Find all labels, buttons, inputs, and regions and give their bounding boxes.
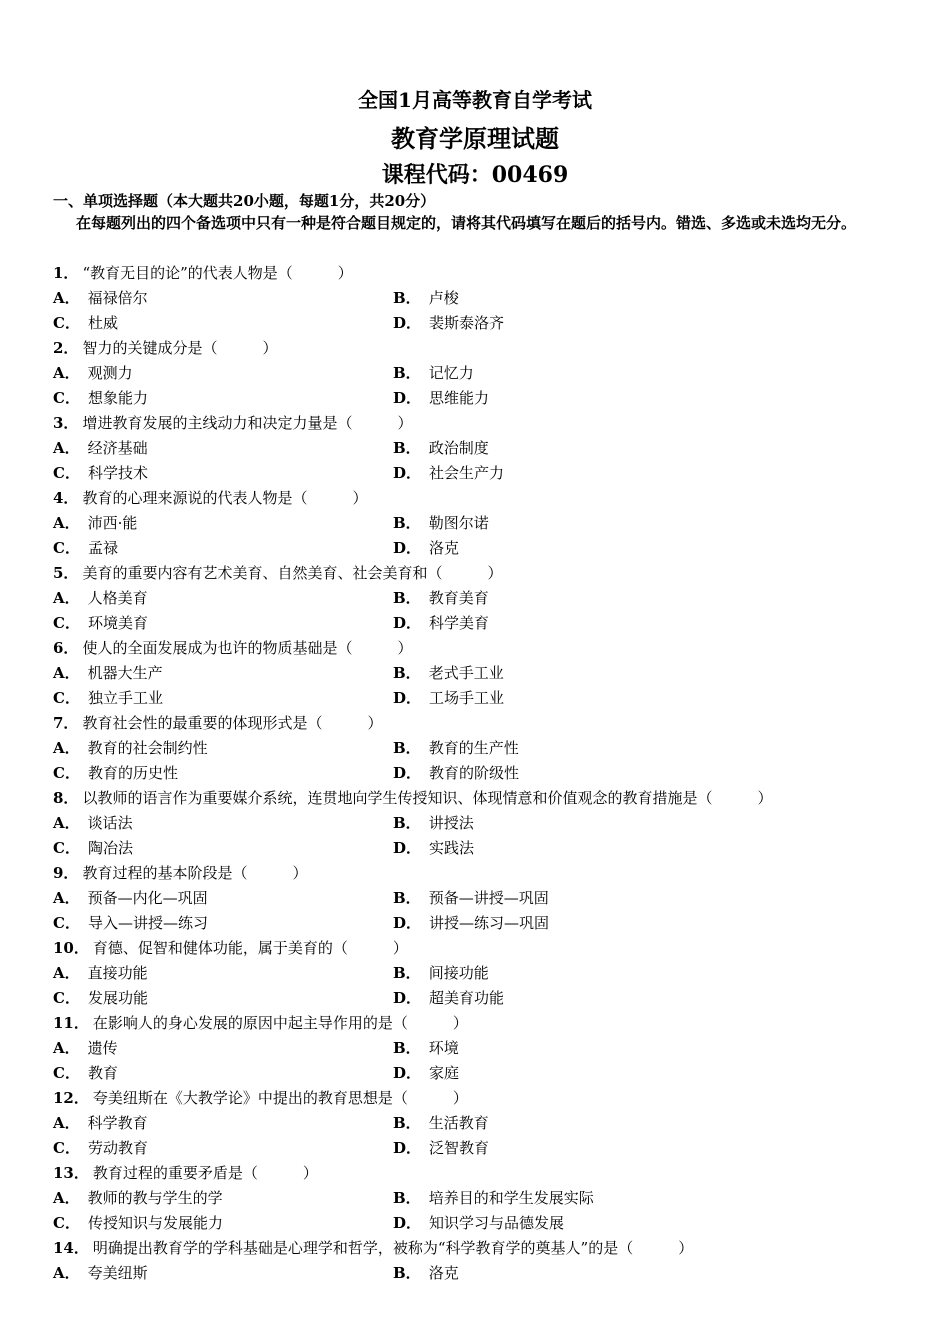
question-number: 2．: [53, 339, 79, 357]
option-label: B．: [393, 1114, 421, 1132]
option-text: 泛智教育: [429, 1139, 490, 1157]
option-text: 勒图尔诺: [428, 514, 489, 532]
option-label: D．: [393, 464, 422, 482]
option-text: 独立手工业: [87, 689, 163, 707]
option-b: [393, 511, 489, 536]
option-label: B．: [393, 664, 421, 682]
option-text: 孟禄: [87, 539, 118, 557]
option-label: D．: [393, 764, 422, 782]
option-label: A．: [53, 964, 80, 982]
question-number: 11．: [53, 1014, 89, 1032]
option-d: [393, 1136, 489, 1161]
option-label: A．: [53, 589, 80, 607]
option-label: B．: [393, 514, 421, 532]
option-b: [393, 586, 489, 611]
question-text: “教育无目的论”的代表人物是（ ）: [82, 264, 353, 282]
option-text: 间接功能: [428, 964, 489, 982]
section-instruction: 在每题列出的四个备选项中只有一种是符合题目规定的，请将其代码填写在题后的括号内。错选、多选或未选均无分。: [76, 214, 857, 232]
question-text: 夸美纽斯在《大教学论》中提出的教育思想是（ ）: [92, 1089, 468, 1107]
option-b: [393, 1111, 489, 1136]
option-c: [53, 911, 208, 936]
option-label: B．: [393, 814, 421, 832]
option-row: [53, 311, 913, 336]
option-text: 洛克: [429, 539, 460, 557]
option-text: 夸美纽斯: [87, 1264, 148, 1282]
option-text: 社会生产力: [429, 464, 505, 482]
question-stem: [53, 1161, 913, 1186]
option-row: [53, 1036, 913, 1061]
option-a: [53, 286, 148, 311]
question-text: 以教师的语言作为重要媒介系统，连贯地向学生传授知识、体现情意和价值观念的教育措施是（ ）: [82, 789, 773, 807]
option-text: 教育: [87, 1064, 118, 1082]
question-text: 教育过程的重要矛盾是（ ）: [92, 1164, 318, 1182]
question-number: 8．: [53, 789, 79, 807]
option-label: A．: [53, 1189, 80, 1207]
option-row: [53, 911, 913, 936]
option-b: [393, 286, 459, 311]
option-text: 工场手工业: [429, 689, 505, 707]
option-d: [393, 311, 504, 336]
option-a: [53, 1036, 118, 1061]
question-number: 3．: [53, 414, 79, 432]
option-d: [393, 461, 504, 486]
question-stem: [53, 486, 913, 511]
option-label: C．: [53, 989, 80, 1007]
option-row: [53, 811, 913, 836]
option-c: [53, 836, 133, 861]
option-label: D．: [393, 914, 422, 932]
option-text: 谈话法: [87, 814, 133, 832]
option-label: B．: [393, 289, 421, 307]
question-number: 13．: [53, 1164, 89, 1182]
question-stem: [53, 411, 913, 436]
option-text: 预备—内化—巩固: [87, 889, 208, 907]
option-text: 导入—讲授—练习: [87, 914, 208, 932]
option-label: A．: [53, 739, 80, 757]
option-label: D．: [393, 314, 422, 332]
option-a: [53, 1111, 148, 1136]
option-label: C．: [53, 914, 80, 932]
option-row: [53, 436, 913, 461]
option-text: 环境: [428, 1039, 459, 1057]
option-c: [53, 311, 118, 336]
question-text: 育德、促智和健体功能，属于美育的（ ）: [92, 939, 408, 957]
option-label: A．: [53, 664, 80, 682]
option-label: D．: [393, 989, 422, 1007]
option-b: [393, 361, 474, 386]
option-label: C．: [53, 839, 80, 857]
option-row: [53, 1136, 913, 1161]
option-label: C．: [53, 464, 80, 482]
option-text: 实践法: [429, 839, 475, 857]
option-text: 政治制度: [428, 439, 489, 457]
option-label: B．: [393, 739, 421, 757]
option-b: [393, 811, 474, 836]
option-d: [393, 986, 504, 1011]
option-label: C．: [53, 764, 80, 782]
option-d: [393, 911, 549, 936]
option-a: [53, 661, 163, 686]
option-text: 教育的历史性: [87, 764, 178, 782]
question-stem: [53, 1011, 913, 1036]
option-label: A．: [53, 439, 80, 457]
option-text: 科学美育: [429, 614, 490, 632]
option-label: A．: [53, 889, 80, 907]
question-stem: [53, 636, 913, 661]
exam-header-title: 全国1月高等教育自学考试: [358, 88, 592, 112]
option-text: 发展功能: [87, 989, 148, 1007]
option-text: 沛西·能: [87, 514, 138, 532]
option-text: 培养目的和学生发展实际: [428, 1189, 594, 1207]
option-text: 教师的教与学生的学: [87, 1189, 223, 1207]
option-row: [53, 586, 913, 611]
option-label: A．: [53, 1114, 80, 1132]
option-label: A．: [53, 289, 80, 307]
option-label: A．: [53, 514, 80, 532]
option-text: 超美育功能: [429, 989, 505, 1007]
option-text: 教育的生产性: [428, 739, 519, 757]
question-number: 6．: [53, 639, 79, 657]
option-row: [53, 986, 913, 1011]
question-stem: [53, 336, 913, 361]
option-c: [53, 686, 163, 711]
question-number: 10．: [53, 939, 89, 957]
option-text: 想象能力: [87, 389, 148, 407]
option-row: [53, 511, 913, 536]
option-c: [53, 761, 178, 786]
option-c: [53, 1211, 223, 1236]
question-stem: [53, 261, 913, 286]
question-text: 教育社会性的最重要的体现形式是（ ）: [82, 714, 383, 732]
option-text: 知识学习与品德发展: [429, 1214, 565, 1232]
question-list: [53, 261, 913, 1286]
option-text: 思维能力: [429, 389, 490, 407]
option-row: [53, 1061, 913, 1086]
option-a: [53, 736, 208, 761]
option-label: D．: [393, 689, 422, 707]
option-text: 教育的阶级性: [429, 764, 520, 782]
option-text: 杜威: [87, 314, 118, 332]
option-b: [393, 886, 549, 911]
option-a: [53, 586, 148, 611]
option-b: [393, 436, 489, 461]
option-text: 洛克: [428, 1264, 459, 1282]
option-d: [393, 836, 474, 861]
option-label: B．: [393, 439, 421, 457]
option-c: [53, 611, 148, 636]
option-label: C．: [53, 1064, 80, 1082]
section-title: 一、单项选择题（本大题共20小题，每题1分，共20分）: [53, 192, 436, 210]
question-text: 明确提出教育学的学科基础是心理学和哲学，被称为“科学教育学的奠基人”的是（ ）: [92, 1239, 694, 1257]
option-text: 经济基础: [87, 439, 148, 457]
option-label: C．: [53, 1214, 80, 1232]
option-label: D．: [393, 539, 422, 557]
option-text: 传授知识与发展能力: [87, 1214, 223, 1232]
option-text: 劳动教育: [87, 1139, 148, 1157]
option-text: 讲授法: [428, 814, 474, 832]
option-a: [53, 361, 133, 386]
option-text: 遗传: [87, 1039, 118, 1057]
option-a: [53, 436, 148, 461]
option-text: 卢梭: [428, 289, 459, 307]
option-label: C．: [53, 314, 80, 332]
option-label: C．: [53, 1139, 80, 1157]
option-label: D．: [393, 1139, 422, 1157]
option-label: A．: [53, 1039, 80, 1057]
option-b: [393, 736, 519, 761]
option-d: [393, 386, 489, 411]
option-label: C．: [53, 689, 80, 707]
option-row: [53, 761, 913, 786]
question-text: 智力的关键成分是（ ）: [82, 339, 278, 357]
option-b: [393, 961, 489, 986]
option-label: C．: [53, 539, 80, 557]
question-text: 在影响人的身心发展的原因中起主导作用的是（ ）: [92, 1014, 468, 1032]
option-c: [53, 536, 118, 561]
option-a: [53, 886, 208, 911]
option-row: [53, 736, 913, 761]
option-label: B．: [393, 1189, 421, 1207]
option-label: B．: [393, 889, 421, 907]
option-row: [53, 1211, 913, 1236]
option-label: B．: [393, 364, 421, 382]
option-b: [393, 1261, 459, 1286]
option-row: [53, 286, 913, 311]
option-label: D．: [393, 1214, 422, 1232]
question-stem: [53, 1086, 913, 1111]
option-text: 环境美育: [87, 614, 148, 632]
question-text: 教育的心理来源说的代表人物是（ ）: [82, 489, 368, 507]
course-code: 课程代码：00469: [381, 162, 569, 188]
option-d: [393, 1061, 459, 1086]
option-row: [53, 836, 913, 861]
option-text: 陶冶法: [87, 839, 133, 857]
option-label: D．: [393, 389, 422, 407]
exam-subject-title: 教育学原理试题: [391, 124, 559, 153]
option-row: [53, 386, 913, 411]
option-d: [393, 1211, 564, 1236]
option-d: [393, 686, 504, 711]
option-label: B．: [393, 964, 421, 982]
option-b: [393, 1036, 459, 1061]
question-number: 1．: [53, 264, 79, 282]
question-number: 5．: [53, 564, 79, 582]
option-text: 直接功能: [87, 964, 148, 982]
option-text: 记忆力: [428, 364, 474, 382]
option-label: D．: [393, 614, 422, 632]
option-label: D．: [393, 1064, 422, 1082]
option-d: [393, 611, 489, 636]
option-label: A．: [53, 364, 80, 382]
option-text: 家庭: [429, 1064, 460, 1082]
option-a: [53, 1186, 223, 1211]
option-text: 裴斯泰洛齐: [429, 314, 505, 332]
option-row: [53, 361, 913, 386]
question-stem: [53, 561, 913, 586]
option-c: [53, 1136, 148, 1161]
question-stem: [53, 861, 913, 886]
option-row: [53, 686, 913, 711]
option-label: A．: [53, 1264, 80, 1282]
option-text: 教育美育: [428, 589, 489, 607]
option-row: [53, 461, 913, 486]
option-row: [53, 536, 913, 561]
option-c: [53, 1061, 118, 1086]
option-a: [53, 811, 133, 836]
option-row: [53, 611, 913, 636]
option-label: B．: [393, 1264, 421, 1282]
option-label: B．: [393, 1039, 421, 1057]
option-label: D．: [393, 839, 422, 857]
option-c: [53, 386, 148, 411]
option-row: [53, 1186, 913, 1211]
option-text: 福禄倍尔: [87, 289, 148, 307]
option-d: [393, 761, 519, 786]
question-number: 7．: [53, 714, 79, 732]
question-stem: [53, 711, 913, 736]
option-a: [53, 511, 137, 536]
option-text: 教育的社会制约性: [87, 739, 208, 757]
question-text: 教育过程的基本阶段是（ ）: [82, 864, 308, 882]
question-text: 美育的重要内容有艺术美育、自然美育、社会美育和（ ）: [82, 564, 503, 582]
option-text: 预备—讲授—巩固: [428, 889, 549, 907]
option-row: [53, 1111, 913, 1136]
option-d: [393, 536, 459, 561]
question-stem: [53, 1236, 913, 1261]
option-text: 人格美育: [87, 589, 148, 607]
question-number: 4．: [53, 489, 79, 507]
question-number: 12．: [53, 1089, 89, 1107]
option-text: 生活教育: [428, 1114, 489, 1132]
question-text: 增进教育发展的主线动力和决定力量是（ ）: [82, 414, 413, 432]
option-text: 观测力: [87, 364, 133, 382]
option-row: [53, 886, 913, 911]
option-label: C．: [53, 614, 80, 632]
question-number: 9．: [53, 864, 79, 882]
option-label: B．: [393, 589, 421, 607]
question-stem: [53, 936, 913, 961]
option-c: [53, 986, 148, 1011]
option-text: 老式手工业: [428, 664, 504, 682]
option-b: [393, 661, 504, 686]
question-number: 14．: [53, 1239, 89, 1257]
option-text: 机器大生产: [87, 664, 163, 682]
option-b: [393, 1186, 594, 1211]
option-row: [53, 1261, 913, 1286]
option-c: [53, 461, 148, 486]
option-text: 讲授—练习—巩固: [429, 914, 550, 932]
question-text: 使人的全面发展成为也许的物质基础是（ ）: [82, 639, 413, 657]
option-text: 科学教育: [87, 1114, 148, 1132]
option-text: 科学技术: [87, 464, 148, 482]
option-row: [53, 961, 913, 986]
option-a: [53, 961, 148, 986]
option-label: A．: [53, 814, 80, 832]
option-row: [53, 661, 913, 686]
question-stem: [53, 786, 913, 811]
option-a: [53, 1261, 148, 1286]
option-label: C．: [53, 389, 80, 407]
